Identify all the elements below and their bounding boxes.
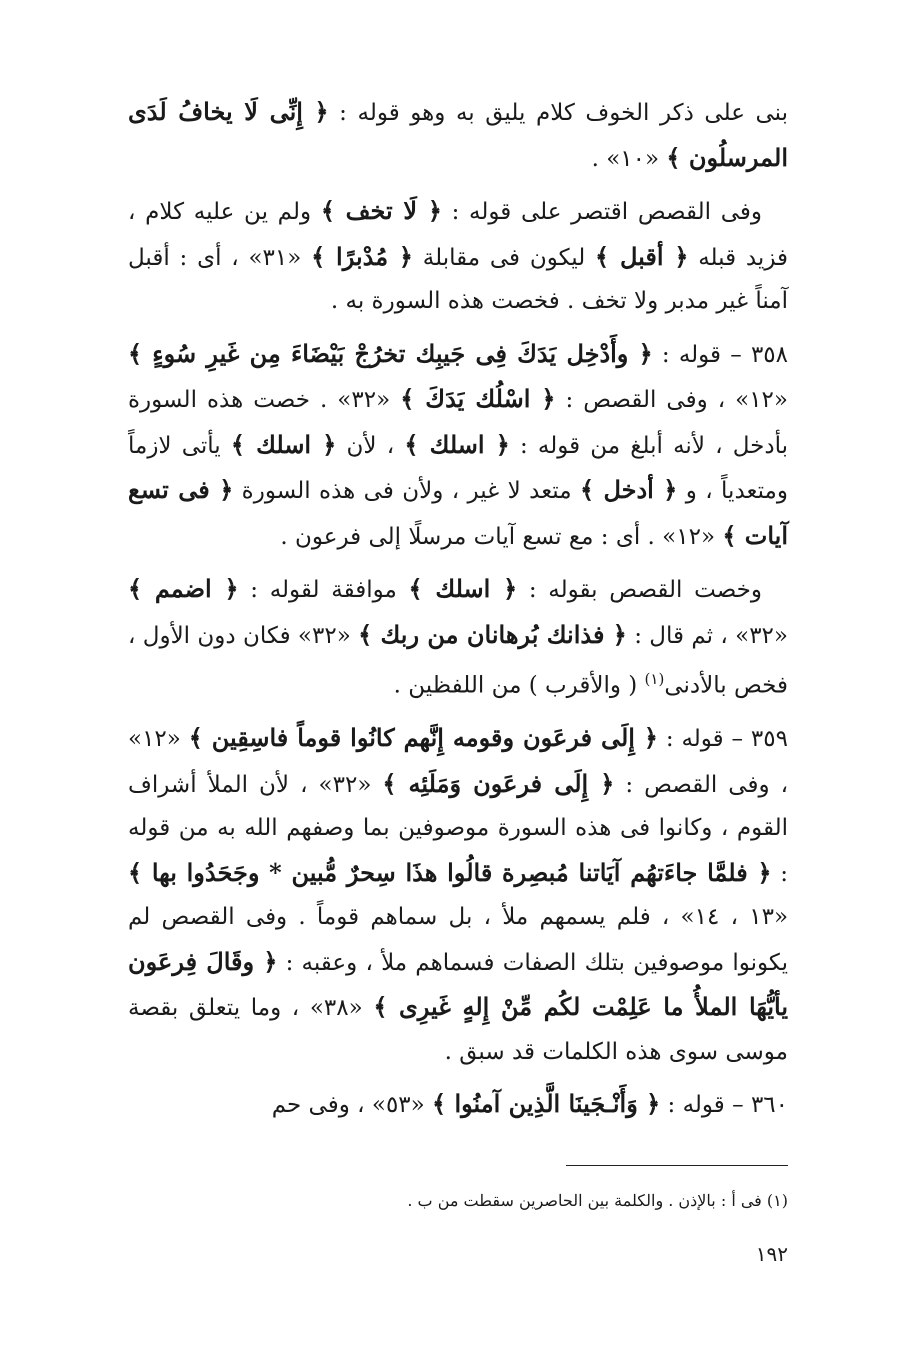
quran-quote: ﴿ إِلَى فرعَون وقومه إِنَّهم كانُوا قوماً فاسِقِين ﴾ [188,723,658,753]
quran-quote: ﴿ فلمَّا جاءَتهُم آيَاتنا مُبصِرة قالُوا هذَا سِحرٌ مُّبين * وجَحَدُوا بها ﴾ [128,857,772,887]
text-segment: «٣٢» ، ثم قال : [626,622,788,649]
text-segment: «١٢» ، وفى القصص : [555,387,788,413]
quran-quote: ﴿ أقبل ﴾ [595,241,689,271]
text-segment: ٣٥٩ – قوله : [657,726,788,753]
paragraph [128,716,788,1074]
text-segment: وفى القصص اقتصر على قوله : [441,199,762,225]
text-segment: «٣٨» ، وما يتعلق بقصة موسى سوى هذه الكلمات قد سبق . [128,995,788,1065]
text-segment: «١٢» ، وفى القصص : [128,726,789,798]
text-segment: ٣٦٠ – قوله : [660,1092,788,1119]
quran-quote: ﴿ اسْلُك يَدَكَ ﴾ [400,384,556,413]
quran-quote: ﴿ إِنِّى لَا يخافُ لَدَى المرسلُون ﴾ [128,97,788,172]
quran-quote: ﴿ إِلَى فرعَون وَمَلَئِه ﴾ [382,768,615,798]
footnote: (١) فى أ : بالإذن . والكلمة بين الحاصرين سقطت من ب . [407,1191,788,1210]
paragraph [128,332,788,560]
text-segment: «١٠» . [591,145,667,172]
text-segment: وخصت القصص بقوله : [517,577,762,603]
text-segment: «٣٢» . خصت هذه السورة بأدخل ، لأنه أبلغ من قوله : [128,387,788,459]
text-segment: ، لأن [336,432,405,459]
text-segment: «٣٢» فكان دون الأول ، فخص بالأدنى [128,622,788,699]
main-text [128,90,788,1136]
paragraph [128,1082,788,1128]
text-segment: ٣٥٨ – قوله : [652,341,788,368]
quran-quote: ﴿ فذانك بُرهانان من ربك ﴾ [358,619,627,649]
footnote-marker: (١) [644,670,665,688]
quran-quote: ﴿ وقَالَ فِرعَون يأيُّهَا الملأُ ما عَلِمْت لكُم مِّنْ إِلهٍ غَيرِى ﴾ [128,946,788,1022]
quran-quote: ﴿ وَأَنْـجَينَا الَّذِين آمنُوا ﴾ [432,1089,661,1119]
text-segment: «٣٢» ، لأن الملأ أشراف القوم ، وكانوا فى هذه السورة موصوفين بما وصفهم الله به من قوله : [128,771,788,887]
paragraph [128,567,788,708]
text-segment: موافقة لقوله : [238,577,409,603]
footnote-separator [566,1165,788,1166]
page-number: ١٩٢ [755,1242,788,1266]
text-segment: «٣١» ، أى : أقبل آمناً غير مدبر ولا تخف . فخصت هذه السورة به . [128,244,788,314]
paragraph [128,189,788,324]
quran-quote: ﴿ فى تسع آيات ﴾ [128,475,788,550]
text-segment: ليكون فى مقابلة [412,244,596,271]
text-segment: متعد لا غير ، ولأن فى هذه السورة [233,478,580,504]
quran-quote: ﴿ اسلك ﴾ [408,574,518,603]
quran-quote: ﴿ اضمم ﴾ [128,574,239,603]
quran-quote: ﴿ وأَدْخِل يَدَكَ فِى جَيبِك تخرُجْ بَيْضَاءَ مِن غَيرِ سُوءٍ ﴾ [128,338,653,368]
text-segment: «٥٣» ، وفى حم [271,1092,433,1119]
text-segment: يأتى لازماً ومتعدياً ، و [128,432,788,504]
text-segment: «١٣ ، ١٤» ، فلم يسمهم ملأ ، بل سماهم قوماً . وفى القصص لم يكونوا موصوفين بتلك الصفات فسماهم ملأ ، وعقبه : [128,904,789,976]
quran-quote: ﴿ أدخل ﴾ [579,475,678,504]
paragraph [128,90,788,181]
quran-quote: ﴿ اسلك ﴾ [230,429,337,459]
text-segment: «١٢» . أى : مع تسع آيات مرسلًا إلى فرعون . [280,523,723,550]
quran-quote: ﴿ اسلك ﴾ [404,429,510,459]
text-segment: ولم ين عليه كلام ، فزيد قبله [128,199,789,271]
quran-quote: ﴿ لَا تخف ﴾ [320,196,442,225]
quran-quote: ﴿ مُدْبرًا ﴾ [311,241,413,271]
text-segment: ( والأقرب ) من اللفظين . [393,672,645,699]
text-segment: بنى على ذكر الخوف كلام يليق به وهو قوله : [328,100,788,126]
